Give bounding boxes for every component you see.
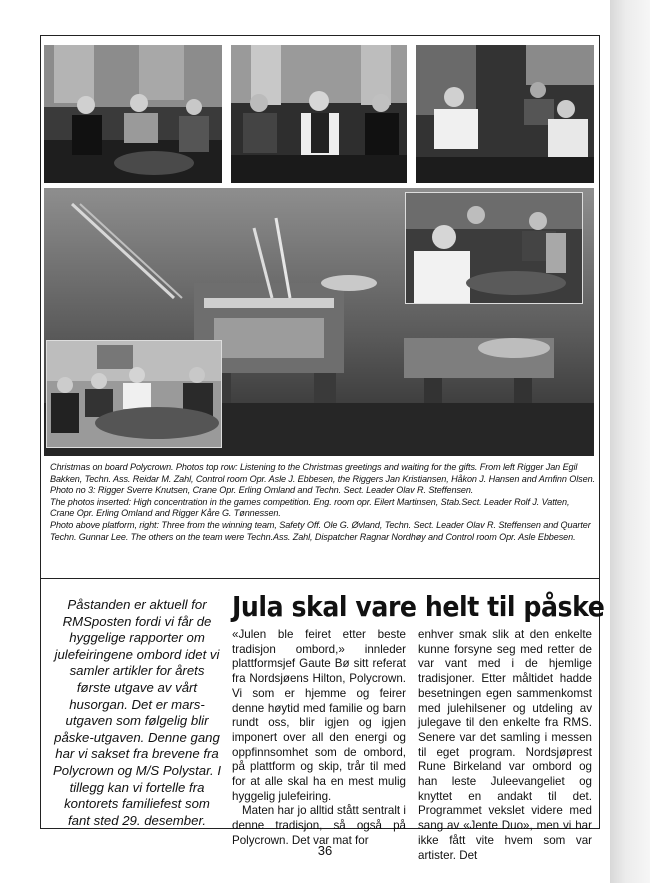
section-divider — [40, 578, 600, 579]
article-paragraph: enhver smak slik at den enkelte kunne forsyne seg med retter de var vant med i de hjemlige tradisjoner. Etter måltidet hadde besetningen egen sammenkomst med julehilsener og utdeling av julegave til den enkelte fra RMS. Senere var det samling i messen til eget program. Nordsjøprest Rune Birkeland var ombord og han leste Juleevangeliet og knyttet en andakt til det. Programmet vekslet videre med sang av «Jente Duo», men vi har ikke fått vite hvem som var artister. Det — [418, 628, 592, 862]
photo-caption — [50, 462, 595, 543]
photo-top-right — [416, 45, 594, 183]
article-column-1 — [232, 628, 406, 849]
photo-inset-games — [46, 340, 222, 448]
photo-inset-winning-team — [405, 192, 583, 304]
photo-top-middle — [231, 45, 407, 183]
article-column-2 — [418, 628, 592, 863]
page-edge-shadow — [610, 0, 650, 883]
caption-paragraph-2: The photos inserted: High concentration in the games competition. Eng. room opr. Eilert Martinsen, Stab.Sect. Leader Rolf J. Vatten, Crane Opr. Erling Omland and Rigger Kåre G. Tønnessen. — [50, 496, 570, 519]
intro-text: Påstanden er aktuell for RMSposten fordi vi får de hyggelige rapporter om julefeiringene ombord idet vi samler artikler for årets første utgave av vårt husorgan. Det er mars-utgaven som følgelig blir påske-utgaven. Denne gang har vi sakset fra brevene fra Polycrown og M/S Polystar. I tillegg kan vi fortelle fra kontorets familiefest som fant sted 29. desember. — [52, 597, 222, 828]
article-headline: Jula skal vare helt til påske — [232, 590, 605, 623]
article-paragraph: Maten har jo alltid stått sentralt i denne tradisjon, så også på Polycrown. Det var mat for — [232, 804, 406, 847]
article-paragraph: «Julen ble feiret etter beste tradisjon ombord,» innleder plattformsjef Gaute Bø sitt referat fra Nordsjøens Hilton, Polycrown. Vi som er hjemme og feirer denne høytid med familie og barn rundt oss, blir igjen og igjen imponert over all den energi og oppfinnsomhet som de ombord, på plattform og skip, trår til med for at alle skal ha en mest mulig hyggelig julefeiring. — [232, 628, 406, 803]
caption-paragraph-3: Photo above platform, right: Three from the winning team, Safety Off. Ole G. Øvland, Techn. Sect. Leader Olav R. Steffensen and Quarter Techn. Gunnar Lee. The others on the team were Techn.Ass. Zahl, Dispatcher Ragnar Nordhøy and Control room Opr. Asle Ebbesen. — [50, 519, 591, 542]
page-number: 36 — [317, 843, 333, 858]
photo-top-left — [44, 45, 222, 183]
caption-paragraph-1: Christmas on board Polycrown. Photos top row: Listening to the Christmas greetings and waiting for the gifts. From left Rigger Jan Egil Bakken, Techn. Ass. Reidar M. Zahl, Control room Opr. Asle J. Ebbesen, the Riggers Jan Kristiansen, Håkon J. Hansen and Arnfinn Olsen. Photo no 3: Rigger Sverre Knutsen, Crane Opr. Erling Omland and Techn. Sect. Leader Olav R. Steffensen. — [50, 462, 595, 496]
